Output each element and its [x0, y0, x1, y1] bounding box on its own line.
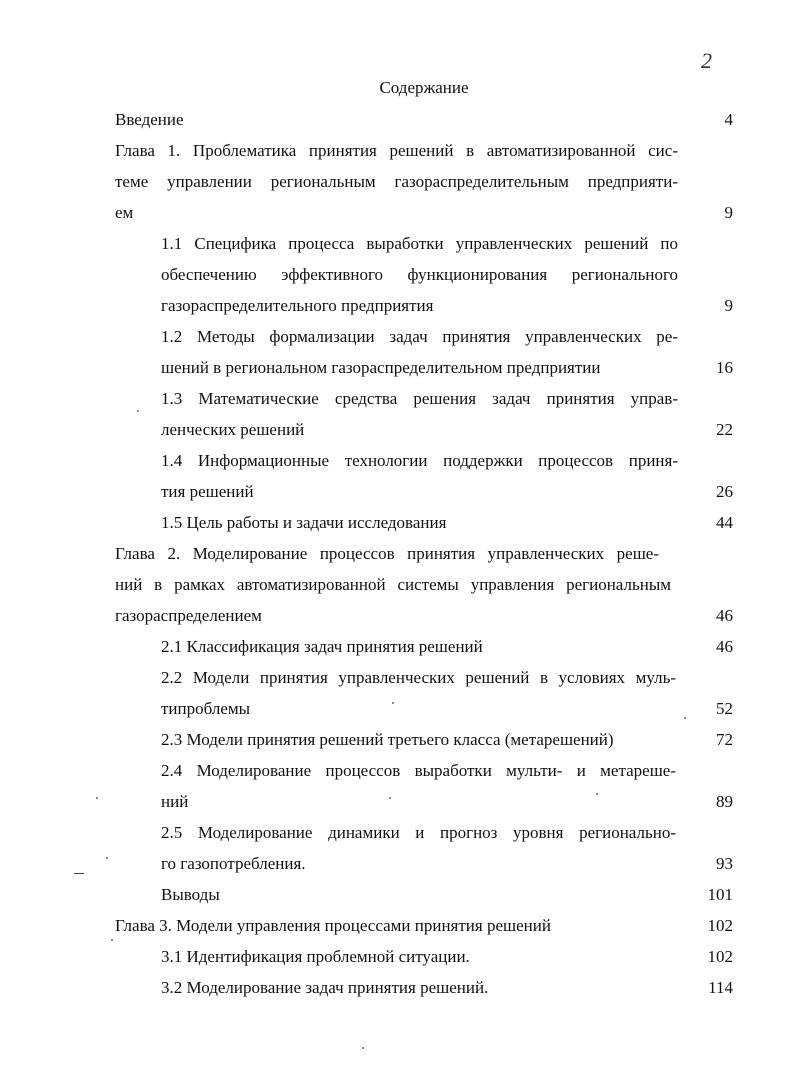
toc-page-chapter-3: 102	[707, 916, 733, 935]
toc-chapter-3: Глава 3. Модели управления процессами принятия решений	[115, 916, 551, 935]
toc-page-chapter-2: 46	[716, 606, 733, 625]
scan-speck	[96, 797, 98, 799]
toc-page-section-1-3: 22	[716, 420, 733, 439]
toc-section-1-1-line-2: обеспечению эффективного функционирования регионального	[161, 265, 678, 284]
toc-section-1-1-line-1: 1.1 Специфика процесса выработки управленческих решений по	[161, 234, 678, 253]
scan-speck	[106, 857, 108, 859]
handwritten-page-number: 2	[701, 48, 712, 73]
toc-page-conclusions: 101	[707, 885, 733, 904]
toc-chapter-2-line-3: газораспределением	[115, 606, 262, 625]
toc-section-1-4-line-2: тия решений	[161, 482, 254, 501]
toc-page-section-1-4: 26	[716, 482, 733, 501]
toc-section-1-2-line-2: шений в региональном газораспределительном предприятии	[161, 358, 601, 377]
toc-page-section-2-4: 89	[716, 792, 733, 811]
toc-section-2-3: 2.3 Модели принятия решений третьего класса (метарешений)	[161, 730, 614, 749]
toc-page-section-1-1: 9	[724, 296, 733, 315]
toc-section-1-3-line-1: 1.3 Математические средства решения задач принятия управ-	[161, 389, 678, 408]
scan-speck	[74, 873, 84, 874]
toc-section-3-1: 3.1 Идентификация проблемной ситуации.	[161, 947, 470, 966]
toc-page-section-1-5: 44	[716, 513, 733, 532]
toc-section-2-5-line-1: 2.5 Моделирование динамики и прогноз уровня регионально-	[161, 823, 676, 842]
toc-section-1-2-line-1: 1.2 Методы формализации задач принятия управленческих ре-	[161, 327, 678, 346]
scan-speck	[137, 410, 139, 412]
toc-section-2-4-line-1: 2.4 Моделирование процессов выработки мульти- и метареше-	[161, 761, 676, 780]
toc-page-section-2-1: 46	[716, 637, 733, 656]
toc-section-3-2: 3.2 Моделирование задач принятия решений.	[161, 978, 489, 997]
toc-page-chapter-1: 9	[724, 203, 733, 222]
scan-speck	[392, 702, 394, 704]
toc-conclusions: Выводы	[161, 885, 220, 904]
toc-section-1-5: 1.5 Цель работы и задачи исследования	[161, 513, 447, 532]
toc-page-section-2-5: 93	[716, 854, 733, 873]
toc-section-2-5-line-2: го газопотребления.	[161, 854, 306, 873]
scan-speck	[389, 797, 391, 799]
toc-chapter-1-line-3: ем	[115, 203, 134, 222]
toc-chapter-2-line-1: Глава 2. Моделирование процессов принятия управленческих реше-	[115, 544, 659, 563]
toc-section-1-3-line-2: ленческих решений	[161, 420, 305, 439]
scan-speck	[596, 793, 598, 795]
toc-title: Содержание	[379, 78, 469, 97]
toc-page-section-2-3: 72	[716, 730, 733, 749]
toc-section-2-4-line-2: ний	[161, 792, 189, 811]
toc-chapter-1-line-2: теме управлении региональным газораспределительным предприяти-	[115, 172, 678, 191]
scan-speck	[684, 717, 686, 719]
scan-speck	[362, 1047, 364, 1049]
toc-page-section-1-2: 16	[716, 358, 733, 377]
toc-section-1-1-line-3: газораспределительного предприятия	[161, 296, 434, 315]
toc-page-section-3-1: 102	[707, 947, 733, 966]
toc-section-2-2-line-1: 2.2 Модели принятия управленческих решений в условиях муль-	[161, 668, 676, 687]
toc-page-section-2-2: 52	[716, 699, 733, 718]
scan-speck	[111, 939, 113, 941]
toc-chapter-2-line-2: ний в рамках автоматизированной системы управления региональным	[115, 575, 671, 594]
toc-page-section-3-2: 114	[708, 978, 733, 997]
toc-entry-intro: Введение	[115, 110, 184, 129]
toc-page-intro: 4	[724, 110, 733, 129]
toc-chapter-1-line-1: Глава 1. Проблематика принятия решений в автоматизированной сис-	[115, 141, 678, 160]
toc-section-2-1: 2.1 Классификация задач принятия решений	[161, 637, 483, 656]
toc-section-1-4-line-1: 1.4 Информационные технологии поддержки процессов приня-	[161, 451, 678, 470]
toc-section-2-2-line-2: типроблемы	[161, 699, 251, 718]
